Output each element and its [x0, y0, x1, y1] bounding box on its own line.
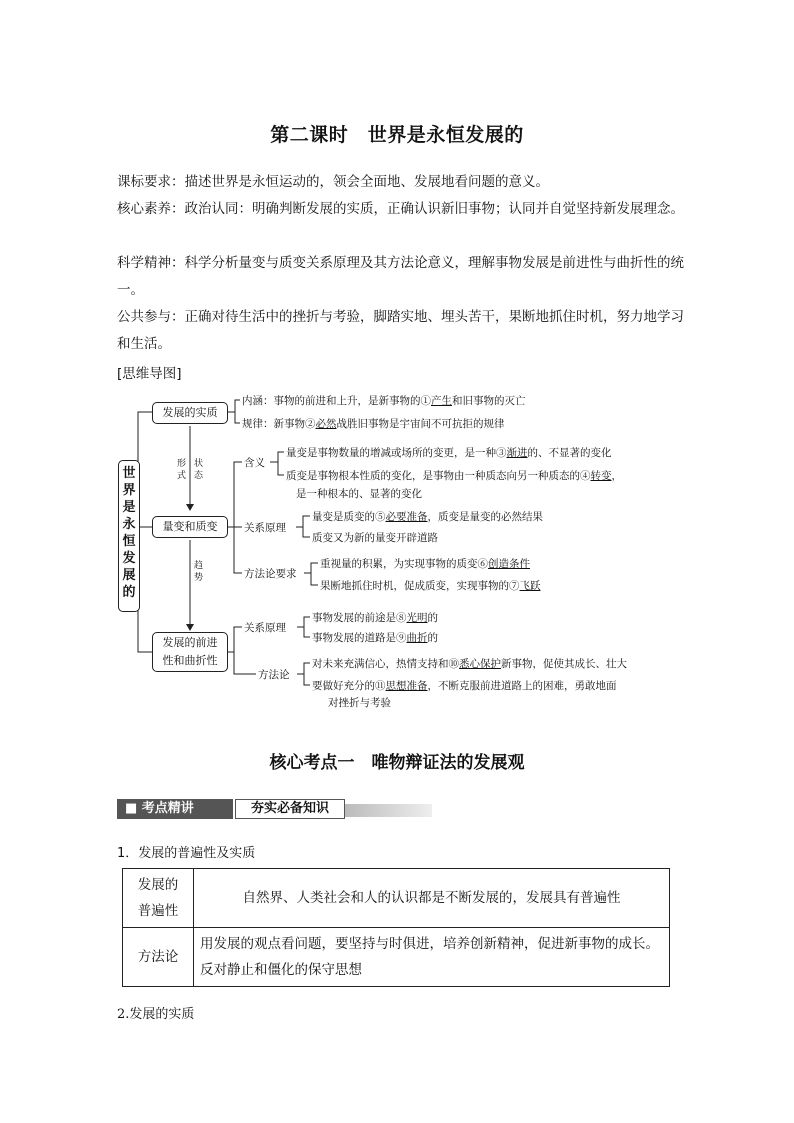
root-char: 恒 [122, 534, 136, 549]
arrow-label-form [177, 458, 187, 482]
prospect [312, 610, 438, 625]
arrow-label-state-text: 状态 [194, 459, 204, 481]
label-relation-2: 关系原理 [244, 622, 286, 634]
node-progress-twist [152, 632, 228, 672]
text: 事物发展的前途是⑧ [312, 612, 407, 624]
table-value: 自然界、人类社会和人的认识都是不断发展的，发展具有普遍性 [194, 869, 670, 928]
blank-3: 渐进 [506, 447, 528, 459]
node3-line1: 发展的前进 [162, 636, 218, 649]
node-quantity-quality: 量变和质变 [152, 516, 228, 538]
blank-6: 创造条件 [488, 558, 530, 570]
text: 的 [427, 612, 438, 624]
table-value: 用发展的观点看问题，要坚持与时俱进，培养创新精神，促进新事物的成长。反对静止和僵化的保守思想 [194, 928, 670, 987]
root-char: 发 [122, 551, 136, 566]
blank-11: 思想准备 [385, 680, 428, 692]
table-row [123, 869, 670, 928]
road [312, 630, 438, 645]
root-char: 界 [122, 483, 136, 498]
mindmap-root [118, 460, 140, 612]
label-methodology-req: 方法论要求 [244, 568, 297, 580]
arrow-label-form-text: 形式 [177, 459, 187, 481]
banner-left [117, 799, 233, 819]
text: 的、不显著的变化 [527, 447, 612, 459]
essence-connotation [242, 393, 526, 408]
table-row [123, 928, 670, 987]
arrow-label-state [194, 458, 204, 482]
universality-table [122, 868, 670, 987]
text: 量变是质变的⑤ [312, 511, 386, 523]
mindmap-heading: [思维导图] [117, 366, 182, 382]
methodology-1 [312, 656, 627, 671]
root-char: 是 [122, 500, 136, 515]
method-2 [320, 578, 541, 593]
table-key: 方法论 [123, 928, 194, 987]
node3-line2: 性和曲折性 [162, 654, 218, 667]
text: 规律：新事物② [242, 418, 316, 430]
blank-9: 曲折 [406, 632, 428, 644]
public-participation: 公共参与：正确对待生活中的挫折与考验，脚踏实地、埋头苦干，果断地抓住时机，努力地学习和生活。 [117, 309, 684, 352]
section-title: 核心考点一 唯物辩证法的发展观 [269, 753, 525, 773]
blank-2: 必然 [315, 418, 337, 430]
heading-universality: 1．发展的普遍性及实质 [117, 846, 256, 861]
label-meaning: 含义 [244, 457, 265, 469]
text: 内涵：事物的前进和上升，是新事物的① [242, 395, 431, 407]
relation-2: 质变又为新的量变开辟道路 [312, 532, 438, 544]
banner-left-text: ■ 考点精讲 [125, 801, 194, 816]
node-essence: 发展的实质 [152, 402, 228, 424]
arrow-label-trend-text: 趋势 [194, 561, 204, 583]
banner-right: 夯实必备知识 [235, 799, 345, 819]
label-relation: 关系原理 [244, 522, 286, 534]
blank-8: 光明 [406, 612, 428, 624]
method-1 [320, 556, 530, 571]
blank-5: 必要准备 [385, 511, 428, 523]
page-title: 第二课时 世界是永恒发展的 [270, 124, 524, 146]
meaning-quality-line2: 是一种根本的、显著的变化 [296, 488, 422, 500]
arrow-label-trend [194, 560, 204, 584]
blank-10: 悉心保护 [459, 658, 501, 670]
relation-1 [312, 509, 543, 524]
section-banner [117, 797, 432, 821]
text: 对未来充满信心，热情支持和⑩ [312, 658, 459, 670]
methodology-2-line2: 对挫折与考验 [328, 697, 391, 709]
text: 果断地抓住时机，促成质变，实现事物的⑦ [320, 580, 520, 592]
text: 的 [427, 632, 438, 644]
key-line: 发展的 [137, 877, 179, 893]
text: 事物发展的道路是⑨ [312, 632, 407, 644]
root-char: 展 [122, 568, 136, 583]
text: ，不断克服前进道路上的困难，勇敢地面 [427, 680, 617, 692]
methodology-2 [312, 678, 617, 693]
table-key [123, 869, 194, 928]
scientific-spirit: 科学精神：科学分析量变与质变关系原理及其方法论意义，理解事物发展是前进性与曲折性的统一。 [117, 255, 684, 298]
meaning-quality [286, 468, 622, 483]
text: 和旧事物的灭亡 [452, 395, 526, 407]
standard-requirement: 课标要求：描述世界是永恒运动的，领会全面地、发展地看问题的意义。 [117, 174, 549, 190]
text: 质变是事物根本性质的变化，是事物由一种质态向另一种质态的④ [286, 470, 591, 482]
core-literacy: 核心素养：政治认同：明确判断发展的实质，正确认识新旧事物；认同并自觉坚持新发展理念。 [117, 201, 684, 217]
root-char: 的 [122, 585, 136, 600]
text: 新事物，促使其成长、壮大 [501, 658, 627, 670]
root-char: 世 [122, 466, 136, 481]
blank-1: 产生 [431, 395, 452, 407]
essence-law [242, 416, 505, 431]
blank-7: 飞跃 [519, 580, 541, 592]
text: ，质变是量变的必然结果 [427, 511, 543, 523]
key-line: 普遍性 [137, 903, 179, 919]
root-char: 永 [122, 517, 136, 532]
label-methodology: 方法论 [258, 669, 290, 681]
meaning-quantity [286, 445, 612, 460]
text: 量变是事物数量的增减或场所的变更，是一种③ [286, 447, 507, 459]
banner-tail [345, 804, 432, 817]
blank-4: 转变 [590, 470, 612, 482]
text: 战胜旧事物是宇宙间不可抗拒的规律 [336, 418, 505, 430]
text: 要做好充分的⑪ [312, 680, 386, 692]
text: ， [611, 470, 622, 482]
heading-essence: 2.发展的实质 [117, 1007, 195, 1022]
text: 重视量的积累，为实现事物的质变⑥ [320, 558, 488, 570]
